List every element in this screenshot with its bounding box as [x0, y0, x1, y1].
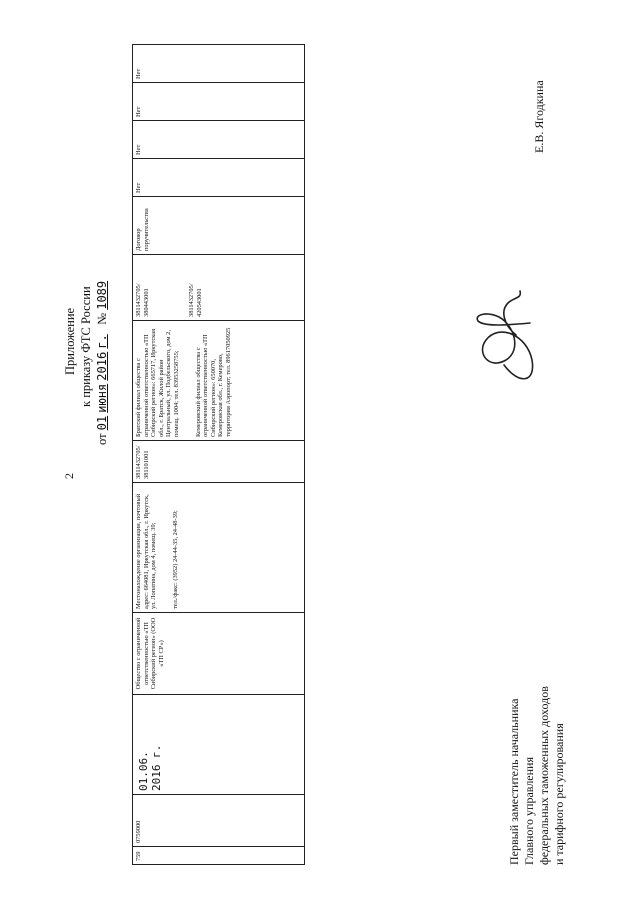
handwritten-signature	[464, 280, 539, 395]
appendix-label: Приложение	[63, 307, 77, 375]
signatory-title-line-1: Первый заместитель начальника	[507, 698, 521, 865]
signer-name: Е.В. Ягодкина	[532, 80, 546, 153]
date-suffix: г.	[95, 334, 109, 349]
phone-text: тел./факс: (3952) 24-44-35, 24-48-39;	[171, 510, 179, 609]
cell-branches	[133, 321, 305, 441]
signatory-title-line-4: и тарифного регулирования	[552, 723, 566, 865]
order-number: 1089	[95, 280, 109, 310]
page-number: 2	[62, 473, 76, 479]
signatory-title-line-3: федеральных таможенных доходов	[537, 686, 551, 865]
cell-inn-kpp: 3811432705/ 381101001	[133, 441, 305, 483]
date-day: 01	[95, 415, 109, 431]
order-header	[62, 135, 110, 445]
date-prefix: от	[95, 433, 109, 445]
cell-address	[133, 483, 305, 613]
cell-flag-3: Нет	[133, 83, 305, 121]
cell-flag-1: Нет	[133, 159, 305, 197]
branch-bratsk-inn: 3811432705/ 380443001	[135, 283, 150, 317]
cell-organization-name: Общество с ограниченной ответственностью «ТП Сибирский регион» (ООО «ТП СР»)	[133, 613, 305, 695]
cell-flag-4: Нет	[133, 45, 305, 83]
date-month: июня	[95, 383, 109, 413]
table-row	[133, 45, 305, 865]
cell-registration-number: 0759000	[133, 795, 305, 847]
signatory-title-line-2: Главного управления	[522, 757, 536, 865]
address-text: Местонахождение организации, почтовый адрес: 664081, Иркутская обл., г. Иркутск, ул. Лопатина, дом 4, помещ. 39;	[135, 493, 158, 609]
registry-table	[132, 44, 305, 865]
order-reference: к приказу ФТС России	[79, 286, 93, 407]
rotated-page-content	[52, 45, 582, 865]
order-date-line	[94, 135, 110, 445]
cell-row-number: 759	[133, 847, 305, 865]
signatory-title	[507, 565, 567, 865]
branch-bratsk: Братский филиал общества с ограниченной ответственностью «ТП Сибирский регион»: 665717, Иркутская обл., г. Братск, Жилой район Центральный, ул. Подбельского, дом 2, помещ. 1004; тел. 83953258755;	[135, 328, 180, 437]
date-year: 2016	[95, 351, 109, 381]
cell-branch-inn-kpp	[133, 255, 305, 321]
cell-flag-2: Нет	[133, 121, 305, 159]
cell-security-method: Договор поручительства	[133, 197, 305, 255]
branch-kemerovo: Кемеровский филиал общества с ограниченной ответственностью «ТП Сибирский регион»: 650070, Кемеровская обл., г. Кемерово, территория Аэропорт; тел. 89617050925	[194, 327, 232, 437]
number-label: №	[95, 312, 109, 325]
branch-kemerovo-inn: 3811432705/ 420543001	[188, 283, 203, 317]
cell-inclusion-date: 01.06. 2016 г.	[133, 695, 305, 795]
